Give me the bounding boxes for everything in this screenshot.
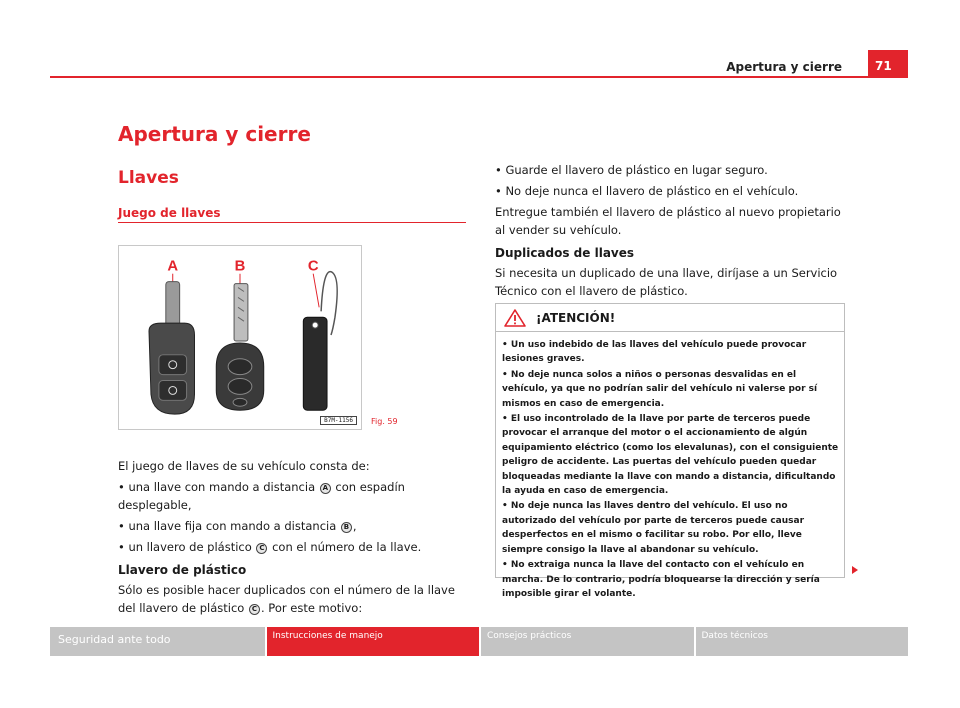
subsection-title: Juego de llaves: [118, 206, 221, 220]
figure-code: B7M-1156: [320, 416, 357, 425]
warning-item: • No extraiga nunca la llave del contacto con el vehículo en marcha. De lo contrario, podría bloquearse la dirección y sería imposible girar el volante.: [502, 560, 820, 599]
tab-seguridad[interactable]: Seguridad ante todo: [50, 627, 265, 656]
tab-instrucciones[interactable]: Instrucciones de manejo: [267, 627, 480, 656]
warning-item: • Un uso indebido de las llaves del vehículo puede provocar lesiones graves.: [502, 340, 807, 365]
chapter-title: Apertura y cierre: [118, 122, 311, 146]
item-text: • un llavero de plástico: [118, 540, 256, 554]
left-column: [118, 457, 468, 620]
figure-caption: Fig. 59: [371, 417, 398, 426]
plastic-tag-heading: Llavero de plástico: [118, 563, 247, 577]
right-column: [495, 161, 845, 303]
list-item: • Guarde el llavero de plástico en lugar seguro.: [495, 163, 768, 177]
list-item: [118, 538, 468, 556]
warning-item: • No deje nunca solos a niños o personas desvalidas en el vehículo, ya que no podrían salir del vehículo ni valerse por sí mismos en caso de emergencia.: [502, 369, 818, 409]
keys-illustration: [119, 246, 361, 429]
list-item: • No deje nunca el llavero de plástico en el vehículo.: [495, 184, 799, 198]
warning-box: [495, 303, 845, 599]
page-number: 71: [868, 50, 908, 77]
warning-body: [496, 332, 844, 601]
plastic-tag-paragraph: [118, 581, 468, 617]
item-text: ,: [352, 519, 357, 533]
figure-label-a: A: [167, 258, 179, 275]
duplicates-paragraph: Si necesita un duplicado de una llave, diríjase a un Servicio Técnico con el llavero de plástico.: [495, 266, 838, 298]
paragraph-text: . Por este motivo:: [261, 601, 363, 615]
warning-header: [496, 304, 844, 332]
footer-nav: [50, 627, 908, 656]
handover-paragraph: Entregue también el llavero de plástico al nuevo propietario al vender su vehículo.: [495, 205, 841, 237]
section-title: Llaves: [118, 168, 179, 188]
duplicates-heading: Duplicados de llaves: [495, 246, 635, 260]
warning-title: ¡ATENCIÓN!: [536, 310, 616, 325]
continue-arrow-icon: [852, 566, 858, 574]
warning-item: • No deje nunca las llaves dentro del vehículo. El uso no autorizado del vehículo por parte de terceros puede causar desperfectos en el mismo o facilitar su robo. Por ello, lleve siempre consigo la llave al abandonar su vehículo.: [502, 501, 805, 555]
running-title: Apertura y cierre: [726, 60, 842, 74]
tab-consejos[interactable]: Consejos prácticos: [481, 627, 694, 656]
ref-marker-a: A: [320, 483, 331, 494]
subsection-rule: [118, 222, 466, 223]
ref-marker-c: C: [249, 604, 260, 615]
item-text: • una llave fija con mando a distancia: [118, 519, 340, 533]
keys-figure: [118, 245, 362, 430]
item-text: con el número de la llave.: [268, 540, 422, 554]
item-text: con espadín desplegable,: [118, 480, 405, 512]
paragraph-text: Sólo es posible hacer duplicados con el número de la llave del llavero de plástico: [118, 583, 455, 615]
item-text: • una llave con mando a distancia: [118, 480, 319, 494]
ref-marker-b: B: [341, 522, 352, 533]
figure-label-c: C: [307, 258, 319, 275]
intro-paragraph: El juego de llaves de su vehículo consta de:: [118, 459, 370, 473]
tab-datos[interactable]: Datos técnicos: [696, 627, 909, 656]
figure-label-b: B: [234, 258, 246, 275]
header-rule: [50, 76, 908, 78]
list-item: [118, 478, 468, 514]
list-item: [118, 517, 468, 535]
warning-item: • El uso incontrolado de la llave por parte de terceros puede provocar el arranque del motor o el accionamiento de algún equipamiento eléctrico (como los elevalunas), con el consiguiente peligro de accidente. Las puertas del vehículo pueden quedar bloqueadas mediante la llave con mando a distancia, dificultando la ayuda en caso de emergencia.: [502, 414, 839, 497]
warning-triangle-icon: [504, 309, 526, 327]
ref-marker-c: C: [256, 543, 267, 554]
